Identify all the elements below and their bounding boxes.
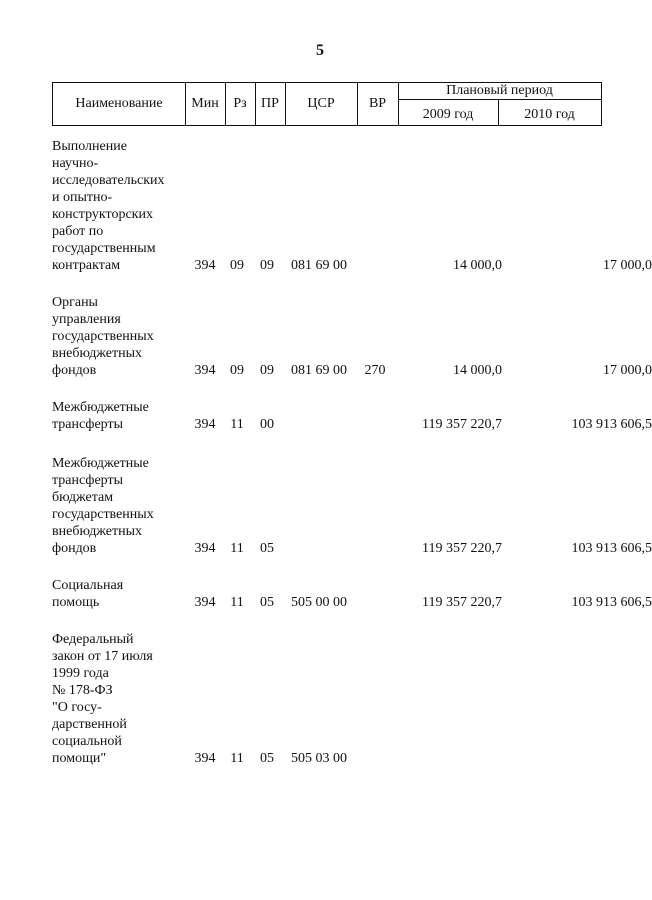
row-name-line: 1999 года [52,666,109,681]
row-2010: 17 000,0 [603,363,652,378]
row-csr: 081 69 00 [291,363,347,378]
row-name-line: трансферты [52,473,124,488]
table-row [52,294,652,379]
row-rz: 09 [230,363,244,378]
row-2010: 103 913 606,5 [571,541,652,556]
header-subdivider [398,99,601,100]
table-row [52,455,652,557]
table-row [52,631,612,767]
row-name-line: научно- [52,156,99,171]
row-2009: 119 357 220,7 [422,595,502,610]
row-name-line: Межбюджетные [52,456,149,471]
row-name-line: управления [52,312,121,327]
header-rz: Рз [233,96,247,111]
header-year-2010: 2010 год [524,106,575,122]
row-name-line: Органы [52,295,98,310]
header-csr: ЦСР [307,96,335,111]
row-2009: 14 000,0 [453,363,502,378]
row-name [52,399,182,433]
row-min: 394 [194,417,216,432]
row-name-line: и опытно- [52,190,113,205]
table-body [52,138,652,767]
row-name [52,138,182,274]
row-name-line: закон от 17 июля [52,649,153,664]
row-name [52,455,182,557]
row-name-line: "О госу- [52,700,102,715]
row-2009: 14 000,0 [453,258,502,273]
row-2009: 119 357 220,7 [422,417,502,432]
row-name-line: конструкторских [52,207,153,222]
row-min: 394 [194,258,216,273]
row-name-line: Социальная [52,578,124,593]
row-name-line: контрактам [52,258,121,273]
row-pr: 05 [260,751,274,766]
row-name-line: внебюджетных [52,346,143,361]
row-name-line: бюджетам [52,490,114,505]
table-row [52,399,652,433]
row-pr: 09 [260,363,274,378]
row-pr: 09 [260,258,274,273]
row-vr: 270 [364,363,386,378]
header-pr: ПР [261,96,279,111]
row-name-line: помощи" [52,751,107,766]
row-min: 394 [194,541,216,556]
row-rz: 11 [230,541,244,556]
row-name-line: государственных [52,507,154,522]
row-rz: 09 [230,258,244,273]
row-min: 394 [194,751,216,766]
row-name-line: государственным [52,241,156,256]
row-name [52,631,182,767]
row-name-line: Межбюджетные [52,400,149,415]
row-2010: 103 913 606,5 [571,595,652,610]
table-header [52,82,602,126]
page-number: 5 [316,42,324,59]
table-row [52,138,652,274]
row-2010: 103 913 606,5 [571,417,652,432]
row-pr: 05 [260,541,274,556]
row-name-line: фондов [52,541,97,556]
row-min: 394 [194,595,216,610]
row-csr: 505 00 00 [291,595,347,610]
header-name: Наименование [75,96,163,111]
row-name-line: фондов [52,363,97,378]
row-name-line: Выполнение [52,139,127,154]
row-name-line: № 178-ФЗ [52,683,113,698]
row-name-line: трансферты [52,417,124,432]
row-name-line: внебюджетных [52,524,143,539]
row-name [52,294,182,379]
row-name [52,577,182,611]
row-pr: 00 [260,417,274,432]
header-vr: ВР [368,96,387,111]
header-min: Мин [191,96,219,111]
row-name-line: государственных [52,329,154,344]
row-2009: 119 357 220,7 [422,541,502,556]
row-name-line: социальной [52,734,122,749]
row-csr: 505 03 00 [291,751,347,766]
row-2010: 17 000,0 [603,258,652,273]
row-name-line: исследовательских [52,173,165,188]
row-rz: 11 [230,595,244,610]
row-min: 394 [194,363,216,378]
row-pr: 05 [260,595,274,610]
header-planned-period: Плановый период [446,82,553,98]
header-year-2009: 2009 год [422,106,474,122]
row-rz: 11 [230,751,244,766]
table-row [52,577,652,611]
row-name-line: дарственной [52,717,127,732]
row-name-line: работ по [52,224,104,239]
row-name-line: помощь [52,595,100,610]
row-csr: 081 69 00 [291,258,347,273]
row-rz: 11 [230,417,244,432]
row-name-line: Федеральный [52,632,134,647]
